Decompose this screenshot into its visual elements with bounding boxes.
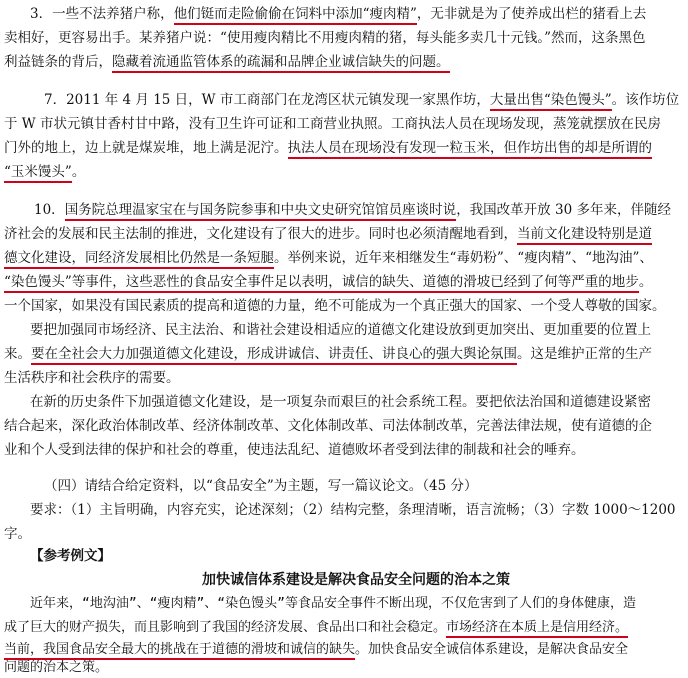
passage-7-line-1 [44,90,679,110]
passage-10-line-5: 一个国家，如果没有国民素质的提高和道德的力量，绝不可能成为一个真正强大的国家、一个受人尊敬的国家。 [4,298,666,314]
passage-10-line-6: 要把加强同市场经济、民主法治、和谐社会建设相适应的道德文化建设放到更加突出、更加重要的位置上 [30,322,651,338]
text: ，无非就是为了使养成出栏的猪看上去 [416,6,647,22]
passage-10-line-8: 生活秩序和社会秩序的需要。 [4,370,180,386]
passage-7-line-2: 于 W 市状元镇甘香村甘中路，没有卫生许可证和工商营业执照。工商执法人员在现场发现，蒸笼就摆放在民房 [4,116,661,132]
sample-line-2 [4,618,628,638]
text: 济社会的发展和民主法制的推进，文化建设有了很大的进步。同时也必须清醒地看到， [4,226,517,242]
underlined-text: 大量出售“染色馒头” [490,92,612,111]
passage-7-line-3 [4,138,652,158]
underlined-text: 当前文化建设特别是道 [517,226,652,245]
passage-3-line-2: 卖相好，更容易出手。某养猪户说：“使用瘦肉精比不用瘦肉精的猪，每头能多卖几十元钱。”然而，这条黑色 [4,30,646,46]
task-requirements-line-1: 要求：（1）主旨明确，内容充实，论述深刻；（2）结构完整，条理清晰，语言流畅；（3）字数 1000～1200 [30,502,676,518]
text: 利益链条的背后， [4,54,112,70]
text: 。举例来说，近年来相继发生“毒奶粉”、“瘦肉精”、“地沟油”、 [274,250,653,266]
text: 。 [638,274,653,290]
text: 。该作坊位 [611,92,680,108]
underlined-text: 市场经济在本质上是信用经济。 [446,620,628,638]
text: 。 [71,164,86,180]
text: ，我国改革开放 30 多年来，伴随经 [456,202,671,218]
passage-3-line-3 [4,52,450,72]
passage-10-line-10: 结合起来，深化政治体制改革、经济体制改革、文化体制改革、司法体制改革，完善法律法规，使有道德的企 [4,418,652,434]
task-prompt: （四）请结合给定资料，以“食品安全”为主题，写一篇议论文。（45 分） [44,478,478,494]
text: 成了巨大的财产损失，而且影响到了我国的经济发展、食品出口和社会稳定。 [4,620,447,635]
underlined-text: “染色馒头”等事件，这些恶性的食品安全事件足以表明，诚信的缺失、道德的滑坡已经到了何等严重的地步 [4,274,639,293]
passage-10-line-4 [4,272,652,292]
underlined-text: “玉米馒头” [4,164,72,183]
sample-header: 【参考例文】 [30,548,111,564]
text: 。加快食品安全诚信体系建设，是解决食品安全 [355,642,629,657]
sample-line-1: 近年来，“地沟油”、“瘦肉精”、“染色馒头”等食品安全事件不断出现，不仅危害到了人们的身体健康，造 [30,596,636,611]
passage-7-line-4 [4,162,85,182]
underlined-text: 他们铤而走险偷偷在饲料中添加“瘦肉精” [174,6,417,25]
text: 门外的地上，边上就是煤炭堆，地上满是泥泞。 [4,140,288,156]
passage-10-line-2 [4,224,652,244]
sample-line-4: 问题的治本之策。 [4,660,109,675]
text: 7．2011 年 4 月 15 日，W 市工商部门在龙湾区状元镇发现一家黑作坊， [44,92,490,108]
underlined-text: 当前，我国食品安全最大的挑战在于道德的滑坡和诚信的缺失 [4,642,355,660]
text: 来。 [4,346,31,362]
task-requirements-line-2: 字。 [4,526,31,542]
passage-10-line-3 [4,248,653,268]
underlined-text: 要在全社会大力加强道德文化建设，形成讲诚信、讲责任、讲良心的强大舆论氛围 [31,346,517,365]
passage-10-line-9: 在新的历史条件下加强道德文化建设，是一项复杂而艰巨的社会系统工程。要把依法治国和道德建设紧密 [30,394,651,410]
passage-3-line-1 [30,4,646,24]
sample-title: 加快诚信体系建设是解决食品安全问题的治本之策 [202,572,510,588]
underlined-text: 执法人员在现场没有发现一粒玉米，但作坊出售的却是所谓的 [288,140,653,159]
underlined-text: 隐藏着流通监管体系的疏漏和品牌企业诚信缺失的问题。 [112,54,450,73]
passage-10-line-1 [34,200,671,220]
underlined-text: 德文化建设，同经济发展相比仍然是一条短腿 [4,250,274,269]
text: 3．一些不法养猪户称， [30,6,174,22]
sample-line-3 [4,640,628,660]
passage-10-line-7 [4,344,652,364]
passage-10-line-11: 业和个人受到法律的保护和社会的尊重，使违法乱纪、道德败坏者受到法律的制裁和社会的唾弃。 [4,442,585,458]
underlined-text: 国务院总理温家宝在与国务院参事和中央文史研究馆馆员座谈时说 [65,202,457,221]
text: 。这是维护正常的生产 [517,346,652,362]
text: 10． [34,202,65,218]
